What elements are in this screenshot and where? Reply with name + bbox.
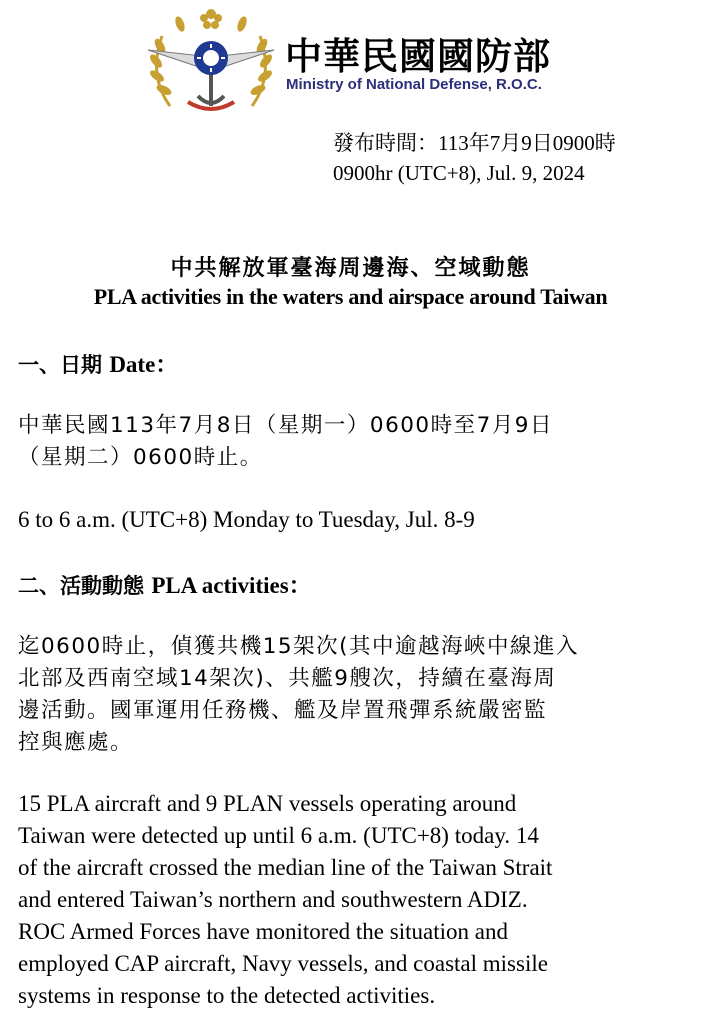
date-body-zh-line: （星期二）0600時止。 xyxy=(18,445,263,470)
release-time xyxy=(333,128,616,188)
section-heading-date-zh: 一、日期 xyxy=(18,353,102,377)
section-heading-activities-en: PLA activities： xyxy=(151,573,312,598)
section-heading-activities-zh: 二、活動動態 xyxy=(18,574,144,598)
activities-body-en-line: ROC Armed Forces have monitored the situation and xyxy=(18,919,508,944)
release-time-en: 0900hr (UTC+8), Jul. 9, 2024 xyxy=(333,161,585,185)
activities-body-zh xyxy=(18,631,698,759)
org-name-en: Ministry of National Defense, R.O.C. xyxy=(286,76,542,93)
page-title-en: PLA activities in the waters and airspace around Taiwan xyxy=(93,284,608,309)
activities-body-en-line: systems in response to the detected activities. xyxy=(18,983,436,1008)
letterhead xyxy=(140,6,600,118)
date-body-zh-line: 中華民國113年7月8日（星期一）0600時至7月9日 xyxy=(18,413,553,438)
activities-body-en xyxy=(18,788,698,1012)
activities-body-en-line: Taiwan were detected up until 6 a.m. (UTC+8) today. 14 xyxy=(18,823,539,848)
section-heading-date-en: Date： xyxy=(109,352,179,377)
section-heading-date xyxy=(18,346,178,379)
activities-body-en-line: 15 PLA aircraft and 9 PLAN vessels operating around xyxy=(18,791,517,816)
activities-body-zh-line: 邊活動。國軍運用任務機、艦及岸置飛彈系統嚴密監 xyxy=(18,698,548,723)
section-heading-activities xyxy=(18,567,312,600)
date-body-zh xyxy=(18,410,698,474)
release-time-zh: 發布時間：113年7月9日0900時 xyxy=(333,131,616,155)
date-body-en: 6 to 6 a.m. (UTC+8) Monday to Tuesday, Jul. 8-9 xyxy=(18,507,475,532)
activities-body-zh-line: 迄0600時止，偵獲共機15架次(其中逾越海峽中線進入 xyxy=(18,634,579,659)
ministry-emblem-icon xyxy=(140,6,282,118)
activities-body-zh-line: 北部及西南空域14架次)、共艦9艘次，持續在臺海周 xyxy=(18,666,557,691)
org-name-zh: 中華民國國防部 xyxy=(285,35,551,78)
activities-body-en-line: employed CAP aircraft, Navy vessels, and coastal missile xyxy=(18,951,548,976)
activities-body-en-line: of the aircraft crossed the median line of the Taiwan Strait xyxy=(18,855,553,880)
activities-body-en-line: and entered Taiwan’s northern and southwestern ADIZ. xyxy=(18,887,528,912)
page-title-zh: 中共解放軍臺海周邊海、空域動態 xyxy=(170,256,531,281)
activities-body-zh-line: 控與應處。 xyxy=(18,730,134,755)
